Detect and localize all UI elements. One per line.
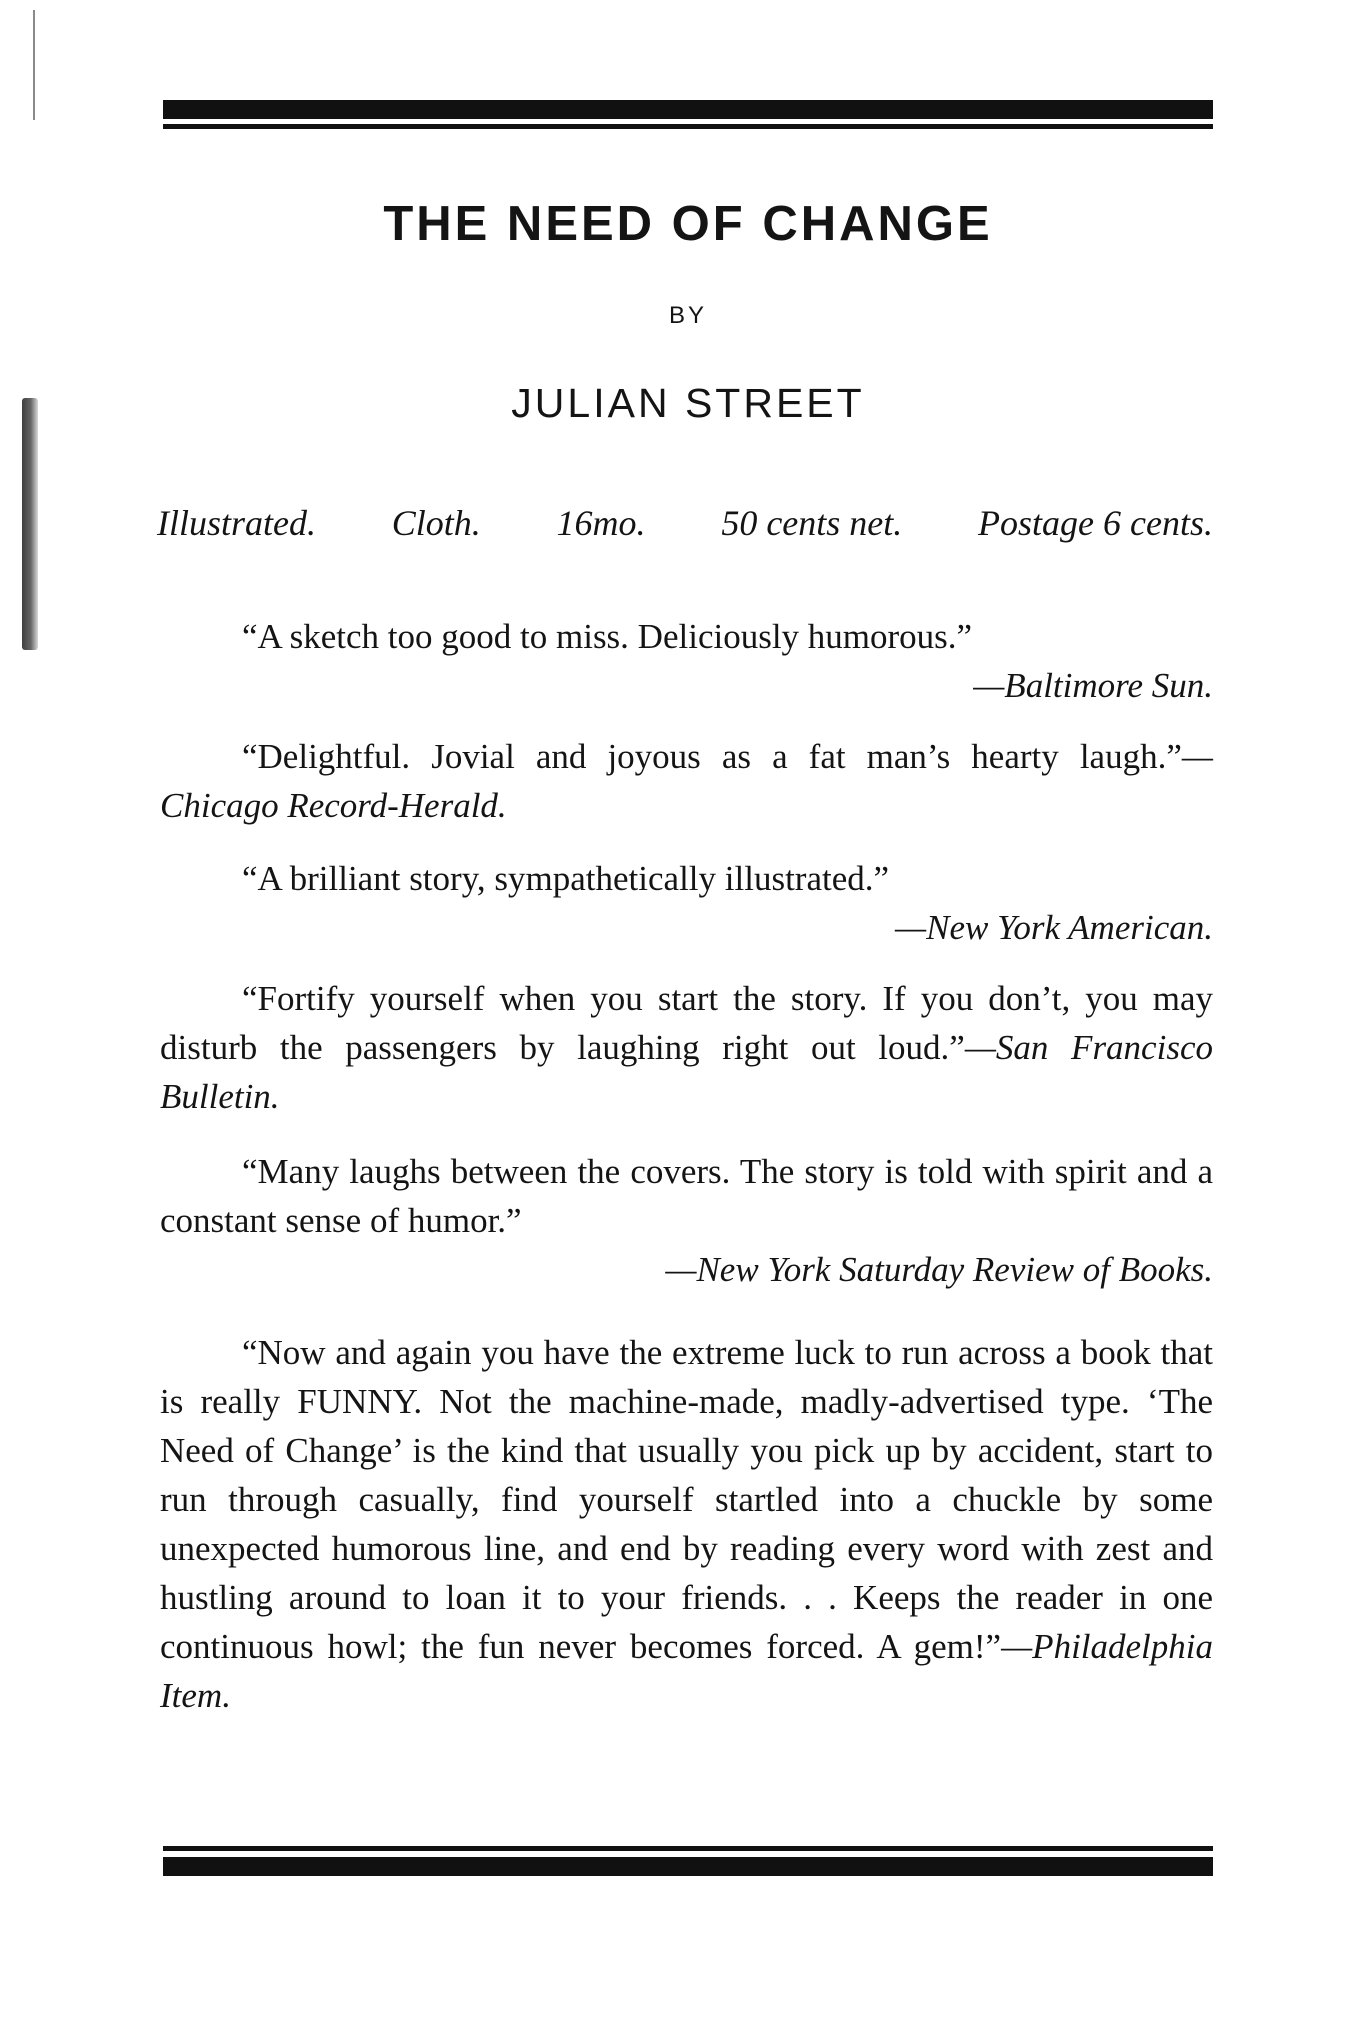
detail-postage: Postage 6 cents. (978, 503, 1213, 543)
review-chicago-record-herald (160, 732, 1213, 830)
review-quote: “Now and again you have the extreme luck to run across a book that is really FUNNY. Not the machine-made, madly-advertised type. ‘The Need of Change’ is the kind that usually you pick up by accident, start to run through casually, find yourself startled into a chuckle by some unexpected humorous line, and end by reading every word with zest and hustling around to loan it to your friends. . . Keeps the reader in one continuous howl; the fun never becomes forced. A gem!” (160, 1333, 1213, 1666)
detail-price: 50 cents net. (721, 503, 903, 543)
review-source: —Baltimore Sun. (973, 666, 1213, 705)
review-baltimore-sun (160, 612, 1213, 710)
review-new-york-american (160, 854, 1213, 952)
detail-format: 16mo. (556, 503, 646, 543)
detail-illustrated: Illustrated. (157, 503, 316, 543)
thick-rule-line (163, 1857, 1213, 1876)
review-source: —Philadelphia Item. (160, 1627, 1213, 1715)
scan-edge-mark (33, 10, 35, 120)
book-details (157, 502, 1213, 544)
review-quote-with-source (160, 1328, 1213, 1720)
review-quote: “Delightful. Jovial and joyous as a fat man’s hearty laugh.” (242, 737, 1182, 776)
review-san-francisco-bulletin (160, 974, 1213, 1121)
bottom-double-rule (163, 1846, 1213, 1876)
review-quote-with-source (160, 732, 1213, 830)
review-quote: “Many laughs between the covers. The story is told with spirit and a constant sense of humor.” (160, 1152, 1213, 1240)
review-source: —New York Saturday Review of Books. (665, 1250, 1213, 1289)
review-source: —Chicago Record-Herald. (160, 737, 1213, 825)
review-new-york-saturday-review (160, 1147, 1213, 1294)
review-quote: “Fortify yourself when you start the story. If you don’t, you may disturb the passengers by laughing right out loud.” (160, 979, 1213, 1067)
thin-rule-line (163, 1846, 1213, 1851)
review-philadelphia-item (160, 1328, 1213, 1720)
thin-rule-line (163, 124, 1213, 129)
book-title: THE NEED OF CHANGE (383, 197, 993, 251)
review-quote: “A sketch too good to miss. Deliciously humorous.” (242, 617, 973, 656)
top-double-rule (163, 100, 1213, 129)
review-source: —New York American. (895, 908, 1213, 947)
press-reviews (160, 612, 1213, 1742)
review-quote: “A brilliant story, sympathetically illustrated.” (242, 859, 890, 898)
by-line: BY (668, 302, 707, 329)
review-quote-with-source (160, 974, 1213, 1121)
author-name: JULIAN STREET (511, 380, 865, 426)
thick-rule-line (163, 100, 1213, 119)
scan-binding-shadow (22, 398, 38, 650)
review-source: —San Francisco Bulletin. (160, 1028, 1213, 1116)
detail-binding: Cloth. (391, 503, 481, 543)
